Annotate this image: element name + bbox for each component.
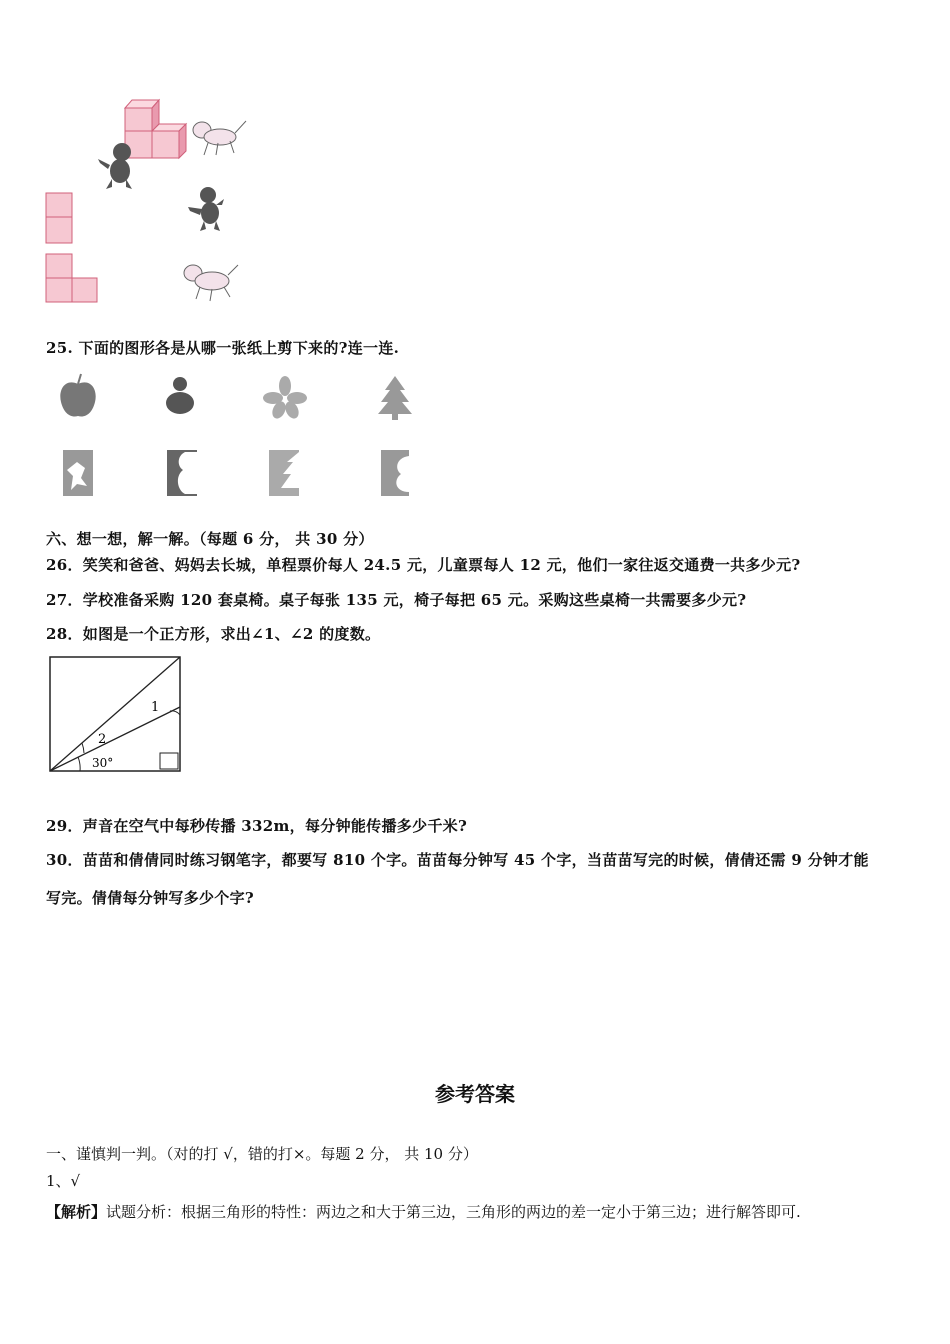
apple-shape bbox=[60, 374, 95, 416]
paper-with-flower-hole bbox=[63, 450, 93, 496]
paper-with-tree-hole bbox=[269, 450, 299, 496]
paper-with-gourd-hole bbox=[167, 450, 197, 496]
answer-1-analysis bbox=[46, 1201, 801, 1222]
square-angle-figure bbox=[46, 653, 186, 778]
analysis-tag: 【解析】 bbox=[46, 1203, 107, 1221]
view-column bbox=[46, 193, 72, 243]
question-26: 26．笑笑和爸爸、妈妈去长城，单程票价每人 24.5 元，儿童票每人 12 元，他们一家往返交通费一共多少元? bbox=[46, 556, 801, 574]
dog-icon bbox=[184, 265, 238, 301]
answers-section-1-heading: 一、谨慎判一判。（对的打 √，错的打×。每题 2 分， 共 10 分） bbox=[46, 1145, 478, 1163]
question-29: 29．声音在空气中每秒传播 332m，每分钟能传播多少千米? bbox=[46, 817, 468, 835]
question-30-line1: 30．苗苗和倩倩同时练习钢笔字，都要写 810 个字。苗苗每分钟写 45 个字，当苗苗写完的时候，倩倩还需 9 分钟才能 bbox=[46, 851, 869, 869]
right-angle-mark bbox=[160, 753, 178, 769]
angle-1-label: 1 bbox=[151, 700, 160, 715]
question-30-line2: 写完。倩倩每分钟写多少个字? bbox=[46, 889, 254, 907]
flower-shape bbox=[263, 376, 307, 421]
question-27: 27．学校准备采购 120 套桌椅。桌子每张 135 元，椅子每把 65 元。采购这些桌椅一共需要多少元? bbox=[46, 591, 747, 609]
question-25 bbox=[46, 337, 399, 358]
analysis-text: 试题分析：根据三角形的特性：两边之和大于第三边，三角形的两边的差一定小于第三边；进行解答即可. bbox=[106, 1203, 801, 1221]
angle-30-arc bbox=[78, 757, 80, 771]
question-28: 28．如图是一个正方形，求出∠1、∠2 的度数。 bbox=[46, 625, 381, 643]
monkey-icon bbox=[98, 143, 132, 189]
answers-title: 参考答案 bbox=[435, 1082, 515, 1106]
angle-30-label: 30° bbox=[92, 756, 114, 770]
dog-icon bbox=[193, 121, 246, 155]
question-25-text: 下面的图形各是从哪一张纸上剪下来的?连一连. bbox=[78, 339, 400, 357]
question-25-number: 25. bbox=[46, 339, 73, 357]
answer-1: 1、√ bbox=[46, 1172, 81, 1190]
gourd-shape bbox=[166, 377, 194, 414]
cut-shapes-figure bbox=[55, 370, 435, 505]
cube-stack bbox=[125, 100, 186, 158]
angle-2-arc bbox=[82, 743, 84, 753]
monkey-icon bbox=[188, 187, 224, 231]
tree-shape bbox=[378, 376, 412, 420]
views-figure bbox=[40, 95, 260, 310]
view-l-shape bbox=[46, 254, 97, 302]
section-6-heading: 六、想一想，解一解。（每题 6 分， 共 30 分） bbox=[46, 530, 374, 548]
angle-2-label: 2 bbox=[98, 732, 107, 747]
paper-with-apple-hole bbox=[381, 450, 409, 496]
